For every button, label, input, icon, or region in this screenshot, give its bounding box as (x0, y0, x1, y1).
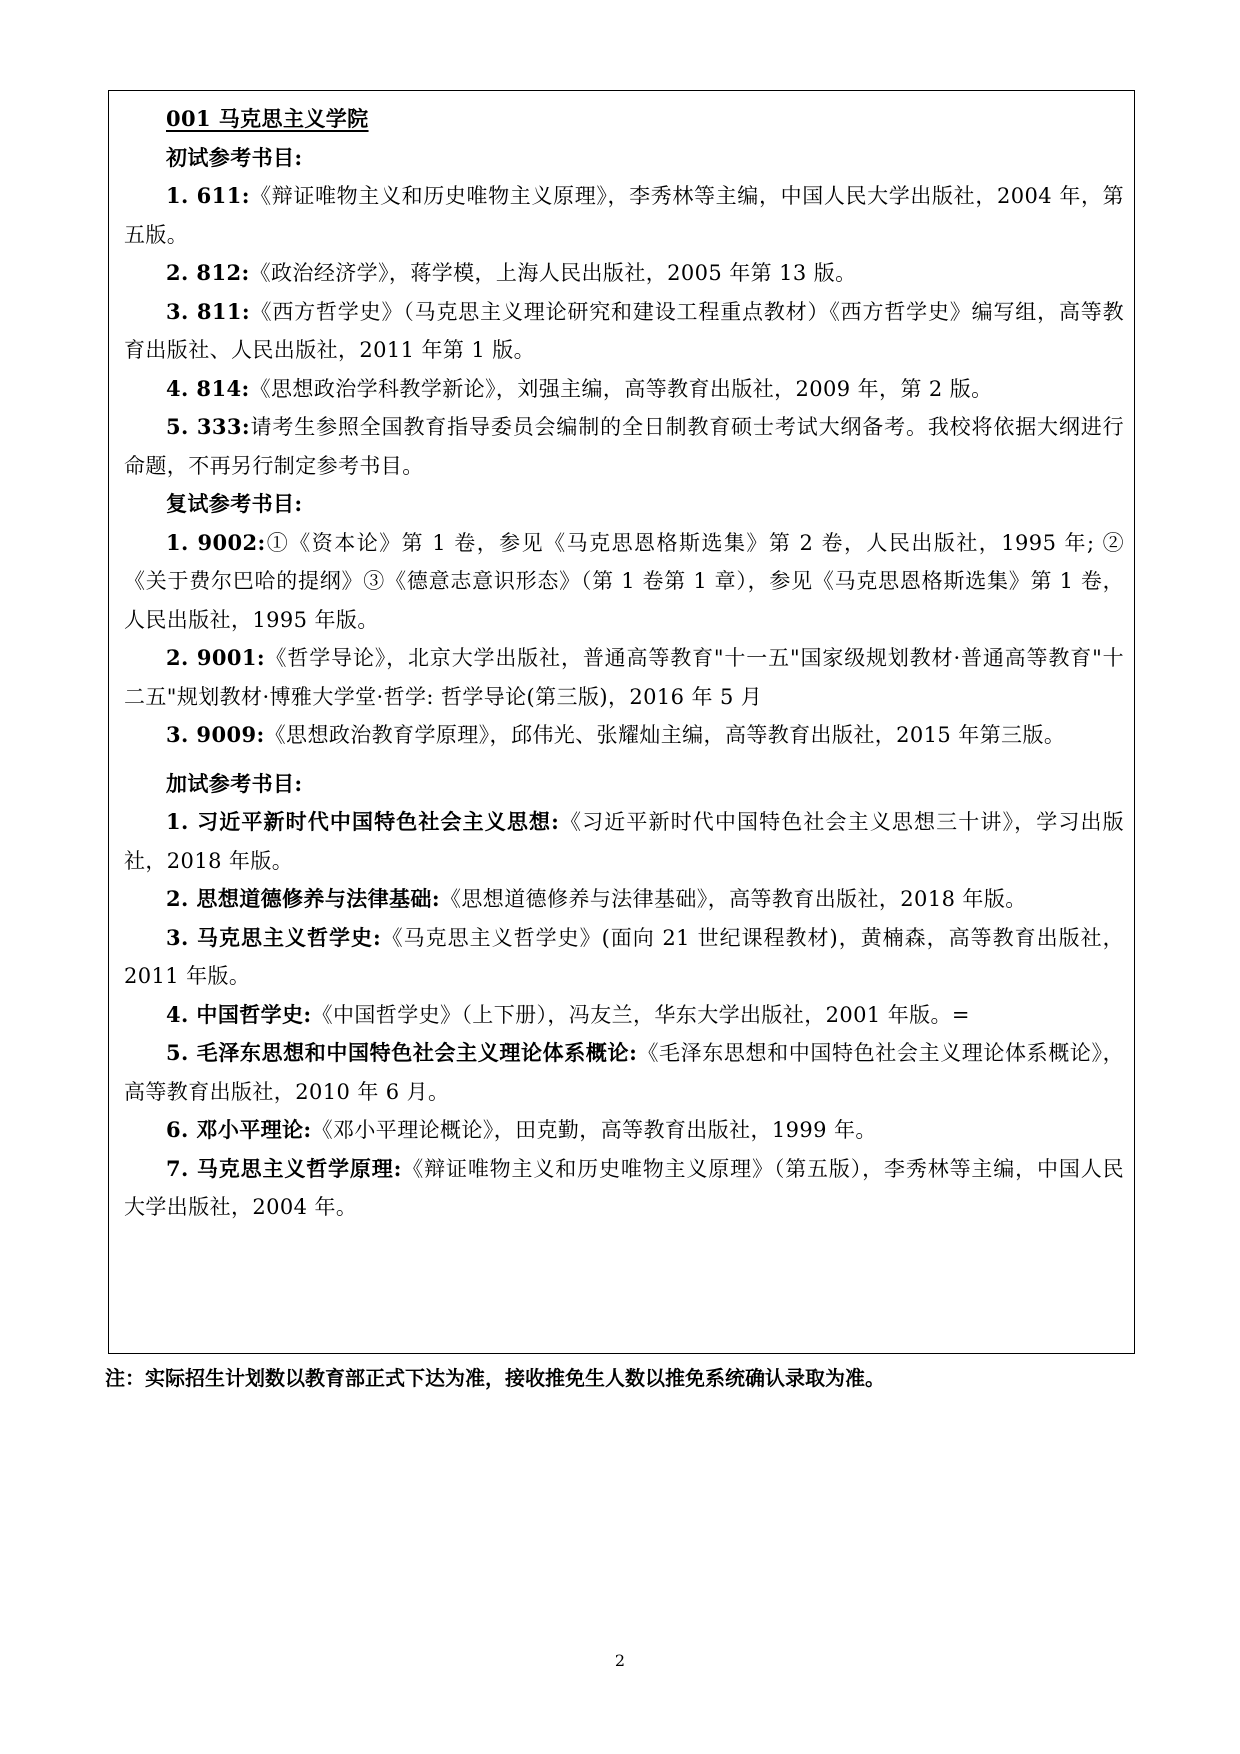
item-code: 5. 毛泽东思想和中国特色社会主义理论体系概论: (166, 1040, 638, 1065)
item-text: 《思想政治教育学原理》，邱伟光、张耀灿主编，高等教育出版社，2015 年第三版。 (264, 723, 1066, 747)
page-number: 2 (614, 1651, 626, 1670)
list-item (124, 919, 1124, 996)
item-text: 《思想道德修养与法律基础》，高等教育出版社，2018 年版。 (440, 887, 1027, 911)
item-text: ①《资本论》第 1 卷，参见《马克思恩格斯选集》第 2 卷，人民出版社，1995 年; ②《关于费尔巴哈的提纲》③《德意志意识形态》（第 1 卷第 1 章），参见《马克思恩格斯选集》第 1 卷，人民出版社，1995 年版。 (124, 530, 1124, 632)
item-code: 3. 9009: (166, 722, 265, 747)
footnote: 注：实际招生计划数以教育部正式下达为准，接收推免生人数以推免系统确认录取为准。 (105, 1366, 885, 1390)
item-code: 7. 马克思主义哲学原理: (166, 1155, 402, 1181)
item-code: 4. 中国哲学史: (166, 1001, 312, 1027)
list-item (124, 524, 1124, 640)
item-text: 《辩证唯物主义和历史唯物主义原理》，李秀林等主编，中国人民大学出版社，2004 年，第五版。 (124, 184, 1124, 247)
list-item (124, 370, 1124, 409)
item-text: 《辩证唯物主义和历史唯物主义原理》（第五版），李秀林等主编，中国人民大学出版社，2004 年。 (124, 1156, 1124, 1219)
college-heading: 001 马克思主义学院 (166, 106, 369, 131)
item-code: 2. 9001: (166, 645, 266, 670)
item-text: 《毛泽东思想和中国特色社会主义理论体系概论》，高等教育出版社，2010 年 6 月。 (124, 1041, 1124, 1104)
item-code: 1. 习近平新时代中国特色社会主义思想: (166, 809, 560, 834)
list-item (124, 1150, 1124, 1227)
list-item (124, 639, 1124, 716)
list-item (124, 254, 1124, 293)
item-text: 《中国哲学史》（上下册），冯友兰，华东大学出版社，2001 年版。= (311, 1002, 970, 1027)
list-item (124, 716, 1124, 755)
item-code: 5. 333: (166, 414, 251, 439)
section-title-initial: 初试参考书目: (166, 144, 303, 170)
item-code: 1. 611: (166, 183, 250, 208)
list-item (124, 996, 1124, 1035)
item-code: 6. 邓小平理论: (166, 1117, 312, 1142)
item-text: 《政治经济学》，蒋学模，上海人民出版社，2005 年第 13 版。 (249, 261, 857, 285)
item-code: 4. 814: (166, 375, 250, 401)
list-item (124, 408, 1124, 485)
section-title-retest: 复试参考书目: (166, 491, 303, 516)
content-area (124, 100, 1124, 1227)
item-code: 3. 马克思主义哲学史: (166, 924, 382, 950)
item-code: 3. 811: (166, 298, 251, 324)
item-text: 《邓小平理论概论》，田克勤，高等教育出版社，1999 年。 (311, 1118, 877, 1142)
item-code: 1. 9002: (166, 529, 266, 555)
list-item (124, 177, 1124, 254)
item-text: 《思想政治学科教学新论》，刘强主编，高等教育出版社，2009 年，第 2 版。 (249, 376, 993, 401)
list-item (124, 1034, 1124, 1111)
item-text: 《马克思主义哲学史》(面向 21 世纪课程教材)，黄楠森，高等教育出版社，2011 年版。 (124, 925, 1124, 988)
item-text: 《西方哲学史》（马克思主义理论研究和建设工程重点教材）《西方哲学史》编写组，高等教育出版社、人民出版社，2011 年第 1 版。 (124, 299, 1124, 362)
item-text: 《哲学导论》，北京大学出版社，普通高等教育"十一五"国家级规划教材·普通高等教育"十二五"规划教材·博雅大学堂·哲学: 哲学导论(第三版)，2016 年 5 月 (124, 646, 1124, 709)
list-item (124, 293, 1124, 370)
item-code: 2. 812: (166, 260, 250, 285)
list-item (124, 1111, 1124, 1150)
item-code: 2. 思想道德修养与法律基础: (166, 886, 440, 911)
item-text: 请考生参照全国教育指导委员会编制的全日制教育硕士考试大纲备考。我校将依据大纲进行命题，不再另行制定参考书目。 (124, 415, 1125, 478)
item-text: 《习近平新时代中国特色社会主义思想三十讲》，学习出版社，2018 年版。 (124, 810, 1125, 873)
list-item (124, 880, 1124, 919)
section-title-additional: 加试参考书目: (166, 770, 303, 796)
list-item (124, 803, 1124, 880)
